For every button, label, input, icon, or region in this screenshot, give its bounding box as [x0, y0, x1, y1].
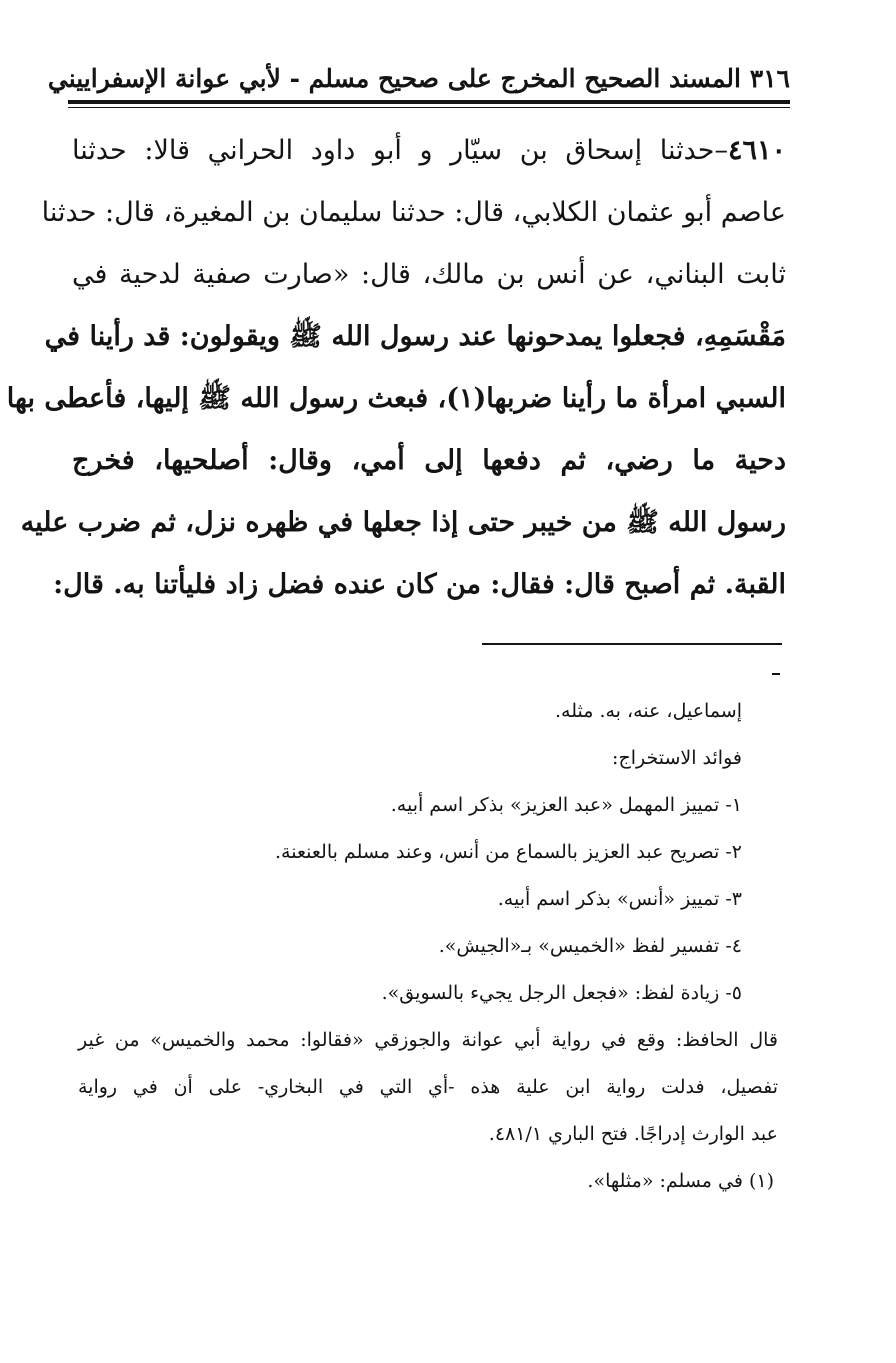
header-rule	[68, 100, 790, 104]
margin-mark	[772, 673, 780, 675]
note-line: إسماعيل، عنه، به. مثله.	[554, 700, 742, 722]
text-line-2: عاصم أبو عثمان الكلابي، قال: حدثنا سليمان بن المغيرة، قال: حدثنا	[41, 197, 786, 228]
header-title: ٣١٦ المسند الصحيح المخرج على صحيح مسلم - لأبي عوانة الإسفراييني	[47, 64, 790, 93]
note-item-5: ٥- زيادة لفظ: «فجعل الرجل يجيء بالسويق».	[381, 982, 742, 1004]
note-paragraph-line-3: عبد الوارث إدراجًا. فتح الباري ٤٨١/١.	[488, 1123, 778, 1145]
header-rule-thin	[68, 107, 790, 108]
footnote-separator	[482, 643, 782, 645]
note-heading: فوائد الاستخراج:	[612, 747, 742, 769]
text-line	[72, 120, 786, 182]
text-line-1: –حدثنا إسحاق بن سيّار و أبو داود الحراني قالا: حدثنا	[72, 135, 728, 166]
text-line-3: ثابت البناني، عن أنس بن مالك، قال: «صارت صفية لدحية في	[72, 259, 786, 290]
hadith-number: ٤٦١٠	[727, 135, 786, 166]
text-line-7: رسول الله ﷺ من خيبر حتى إذا جعلها في ظهره نزل، ثم ضرب عليه	[20, 507, 786, 538]
note-paragraph-line-2: تفصيل، فدلت رواية ابن علية هذه -أي التي في البخاري- على أن في رواية	[78, 1076, 778, 1098]
note-paragraph-line-1: قال الحافظ: وقع في رواية أبي عوانة والجوزقي «فقالوا: محمد والخميس» من غير	[78, 1029, 778, 1051]
hadith-text	[6, 120, 786, 616]
text-line-5: السبي امرأة ما رأينا ضربها(١)، فبعث رسول الله ﷺ إليها، فأعطى بها	[6, 383, 786, 414]
text-line-4: مَقْسَمِهِ، فجعلوا يمدحونها عند رسول الله ﷺ ويقولون: قد رأينا في	[44, 321, 786, 352]
page-header	[47, 62, 790, 100]
note-item-1: ١- تمييز المهمل «عبد العزيز» بذكر اسم أبيه.	[390, 794, 742, 816]
text-line-8: القبة. ثم أصبح قال: فقال: من كان عنده فضل زاد فليأتنا به. قال:	[53, 569, 786, 600]
text-line-6: دحية ما رضي، ثم دفعها إلى أمي، وقال: أصلحيها، فخرج	[72, 445, 786, 476]
footnotes	[78, 688, 778, 1205]
footnote-1: (١) في مسلم: «مثلها».	[587, 1170, 774, 1192]
note-item-3: ٣- تمييز «أنس» بذكر اسم أبيه.	[497, 888, 742, 910]
note-item-2: ٢- تصريح عبد العزيز بالسماع من أنس، وعند مسلم بالعنعنة.	[275, 841, 742, 863]
note-item-4: ٤- تفسير لفظ «الخميس» بـ«الجيش».	[438, 935, 742, 957]
